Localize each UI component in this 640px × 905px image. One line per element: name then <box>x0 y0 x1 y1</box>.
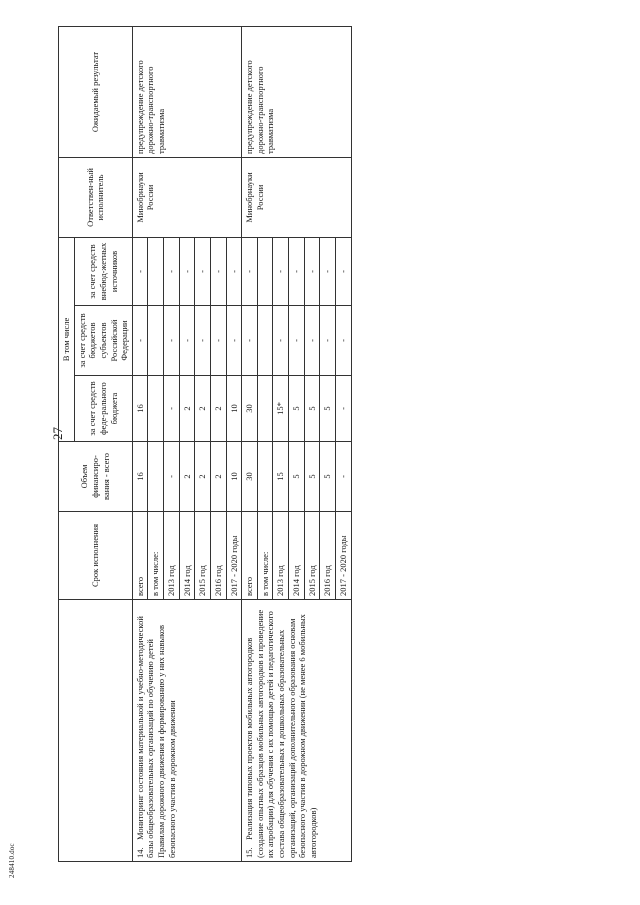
table-row <box>242 26 258 861</box>
period-cell: 2013 год <box>164 512 180 600</box>
federal-cell: 10 <box>226 376 242 442</box>
period-cell: 2017 - 2020 годы <box>335 512 351 600</box>
period-cell: 2015 год <box>304 512 320 600</box>
table-body <box>132 26 351 861</box>
measure-name: Реализация типовых проектов мобильных автогородков (создание опытных образцов мобильных автогородков и проведение их апробации) для обучения с их помощью детей и педагогического состава общеобразовательных и дошкольных образовательных организаций, организаций дополнительного образования основам безопасного участия в дорожном движении (не менее 6 мобильных автогородков) <box>244 609 318 858</box>
regional-cell: - <box>195 306 211 376</box>
extra-cell <box>257 237 273 305</box>
header-federal: за счет средств феде-рального бюджета <box>74 376 132 442</box>
total-cell: 5 <box>320 442 336 512</box>
extra-cell: - <box>242 237 258 305</box>
regional-cell: - <box>226 306 242 376</box>
page-number: 27 <box>50 427 65 440</box>
federal-cell: - <box>335 376 351 442</box>
total-cell: 5 <box>304 442 320 512</box>
period-cell: в том числе: <box>257 512 273 600</box>
regional-cell: - <box>179 306 195 376</box>
regional-cell: - <box>304 306 320 376</box>
header-incl: В том числе <box>59 237 75 441</box>
period-cell: в том числе: <box>148 512 164 600</box>
total-cell: 5 <box>289 442 305 512</box>
header-period: Срок исполнения <box>59 512 133 600</box>
federal-cell: 2 <box>210 376 226 442</box>
total-cell: 2 <box>195 442 211 512</box>
extra-cell: - <box>289 237 305 305</box>
period-cell: всего <box>132 512 148 600</box>
header-extra: за счет средств внебюд-жетных источников <box>74 237 132 305</box>
regional-cell: - <box>289 306 305 376</box>
total-cell: 16 <box>132 442 148 512</box>
federal-cell <box>148 376 164 442</box>
total-cell: 15 <box>273 442 289 512</box>
measure-cell <box>242 600 351 862</box>
extra-cell: - <box>226 237 242 305</box>
total-cell: - <box>335 442 351 512</box>
period-cell: 2014 год <box>179 512 195 600</box>
federal-cell: 30 <box>242 376 258 442</box>
result-cell: предупреждение детского дорожно-транспортного травматизма <box>242 26 351 157</box>
extra-cell: - <box>195 237 211 305</box>
measure-number: 14. <box>134 847 145 858</box>
result-cell: предупреждение детского дорожно-транспортного травматизма <box>132 26 241 157</box>
federal-cell: 15* <box>273 376 289 442</box>
regional-cell: - <box>132 306 148 376</box>
header-executor: Ответствен-ный исполнитель <box>59 157 133 237</box>
regional-cell: - <box>210 306 226 376</box>
program-table <box>58 26 352 862</box>
extra-cell: - <box>304 237 320 305</box>
extra-cell: - <box>335 237 351 305</box>
period-cell: 2016 год <box>320 512 336 600</box>
executor-cell: Минобрнауки России <box>132 157 241 237</box>
extra-cell: - <box>273 237 289 305</box>
federal-cell: 5 <box>320 376 336 442</box>
table-row <box>132 26 148 861</box>
regional-cell: - <box>335 306 351 376</box>
header-result: Ожидаемый результат <box>59 26 133 157</box>
federal-cell <box>257 376 273 442</box>
regional-cell: - <box>164 306 180 376</box>
extra-cell <box>148 237 164 305</box>
federal-cell: - <box>164 376 180 442</box>
federal-cell: 5 <box>289 376 305 442</box>
measure-cell <box>132 600 241 862</box>
header-regional: за счет средств бюджетов субъектов Российской Федерации <box>74 306 132 376</box>
regional-cell <box>257 306 273 376</box>
total-cell: - <box>164 442 180 512</box>
total-cell: 10 <box>226 442 242 512</box>
period-cell: 2013 год <box>273 512 289 600</box>
federal-cell: 2 <box>179 376 195 442</box>
total-cell <box>148 442 164 512</box>
regional-cell <box>148 306 164 376</box>
header-total: Объем финансиро-вания - всего <box>59 442 133 512</box>
measure-name: Мониторинг состояния материальной и учебно-методической базы общеобразовательных организаций по обучению детей Правилам дорожного движения и формированию у них навыков безопасного участия в дорожном движении <box>134 616 177 858</box>
regional-cell: - <box>320 306 336 376</box>
regional-cell: - <box>273 306 289 376</box>
period-cell: 2016 год <box>210 512 226 600</box>
extra-cell: - <box>179 237 195 305</box>
executor-cell: Минобрнауки России <box>242 157 351 237</box>
period-cell: 2015 год <box>195 512 211 600</box>
regional-cell: - <box>242 306 258 376</box>
federal-cell: 5 <box>304 376 320 442</box>
total-cell: 30 <box>242 442 258 512</box>
federal-cell: 16 <box>132 376 148 442</box>
total-cell <box>257 442 273 512</box>
period-cell: 2014 год <box>289 512 305 600</box>
federal-cell: 2 <box>195 376 211 442</box>
extra-cell: - <box>132 237 148 305</box>
landscape-table-container <box>58 27 618 862</box>
file-id: 248410.doc <box>8 843 16 878</box>
extra-cell: - <box>210 237 226 305</box>
measure-number: 15. <box>244 847 255 858</box>
total-cell: 2 <box>210 442 226 512</box>
header-measure <box>59 600 133 862</box>
period-cell: 2017 - 2020 годы <box>226 512 242 600</box>
period-cell: всего <box>242 512 258 600</box>
extra-cell: - <box>320 237 336 305</box>
total-cell: 2 <box>179 442 195 512</box>
extra-cell: - <box>164 237 180 305</box>
